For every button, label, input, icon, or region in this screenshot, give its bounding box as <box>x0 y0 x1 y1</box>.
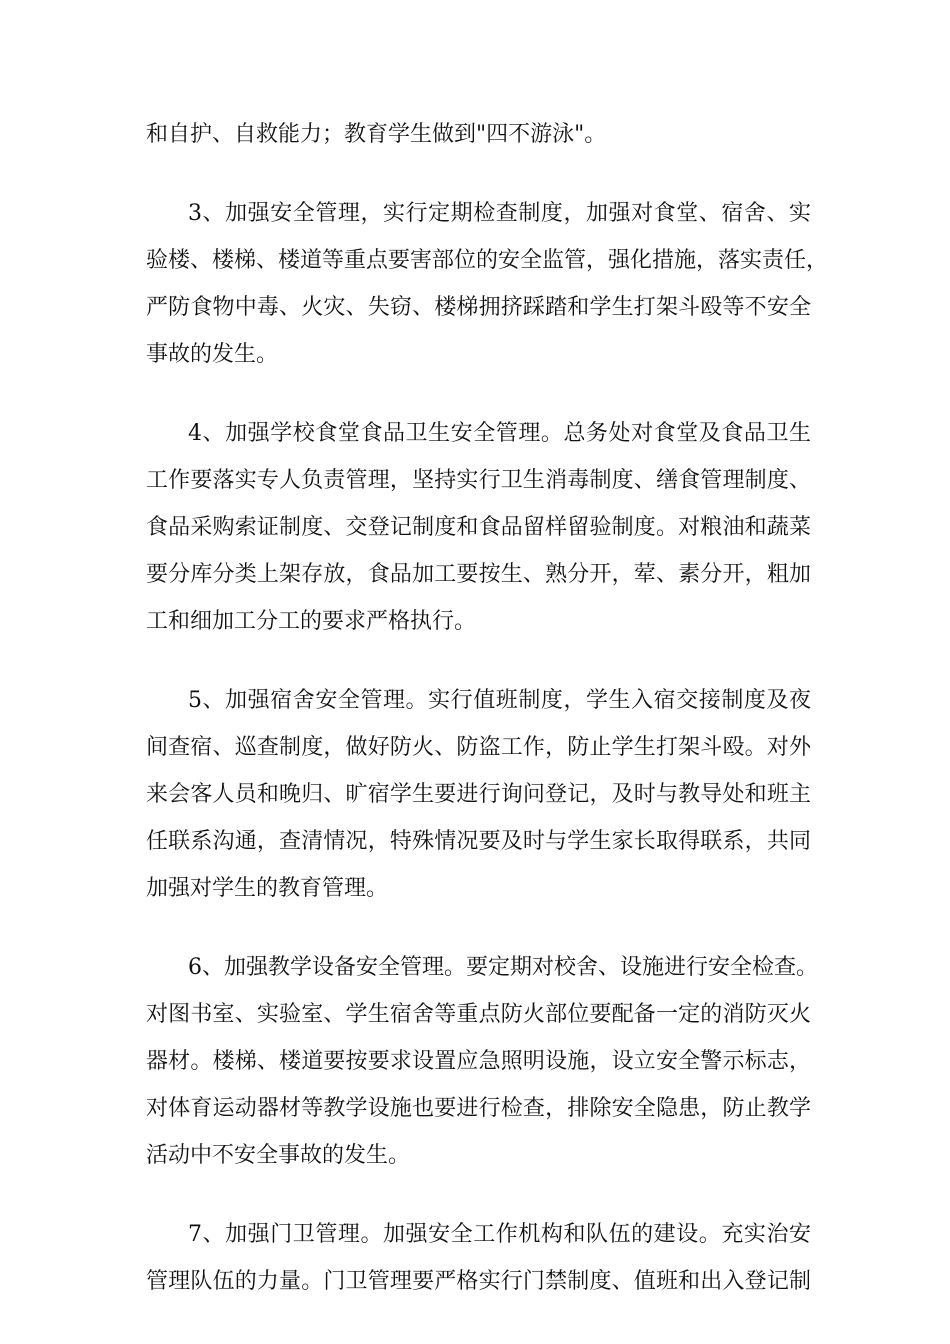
text-line: 工和细加工分工的要求严格执行。 <box>146 609 477 634</box>
paragraph-6-line: 6、加强教学设备安全管理。要定期对校舍、设施进行安全检查。 <box>188 955 818 980</box>
paragraph-3-line: 3、加强安全管理，实行定期检查制度，加强对食堂、宿舍、实 <box>188 201 811 226</box>
text-line: 来会客人员和晚归、旷宿学生要进行询问登记，及时与教导处和班主 <box>146 782 811 807</box>
text-line: 任联系沟通，查清情况，特殊情况要及时与学生家长取得联系，共同 <box>146 829 811 854</box>
text-line: 工作要落实专人负责管理，坚持实行卫生消毒制度、缮食管理制度、 <box>146 468 811 493</box>
text-line: 器材。楼梯、楼道要按要求设置应急照明设施，设立安全警示标志， <box>146 1049 811 1074</box>
text-line: 验楼、楼梯、楼道等重点要害部位的安全监管，强化措施，落实责任， <box>146 248 829 273</box>
text-line: 加强对学生的教育管理。 <box>146 876 389 901</box>
paragraph-5-line: 5、加强宿舍安全管理。实行值班制度，学生入宿交接制度及夜 <box>188 688 811 713</box>
text-line: 严防食物中毒、火灾、失窃、楼梯拥挤踩踏和学生打架斗殴等不安全 <box>146 295 811 320</box>
paragraph-7-line: 7、加强门卫管理。加强安全工作机构和队伍的建设。充实治安 <box>188 1222 811 1247</box>
text-line: 对体育运动器材等教学设施也要进行检查，排除安全隐患，防止教学 <box>146 1096 811 1121</box>
text-line: 要分库分类上架存放，食品加工要按生、熟分开，荤、素分开，粗加 <box>146 562 811 587</box>
text-line: 和自护、自救能力；教育学生做到"四不游泳"。 <box>146 122 607 147</box>
text-line: 食品采购索证制度、交登记制度和食品留样留验制度。对粮油和蔬菜 <box>146 515 811 540</box>
text-line: 间查宿、巡查制度，做好防火、防盗工作，防止学生打架斗殴。对外 <box>146 735 811 760</box>
text-line: 事故的发生。 <box>146 342 279 367</box>
text-line: 管理队伍的力量。门卫管理要严格实行门禁制度、值班和出入登记制 <box>146 1269 811 1294</box>
text-line: 对图书室、实验室、学生宿舍等重点防火部位要配备一定的消防灭火 <box>146 1002 811 1027</box>
paragraph-4-line: 4、加强学校食堂食品卫生安全管理。总务处对食堂及食品卫生 <box>188 421 811 446</box>
text-line: 活动中不安全事故的发生。 <box>146 1143 411 1168</box>
